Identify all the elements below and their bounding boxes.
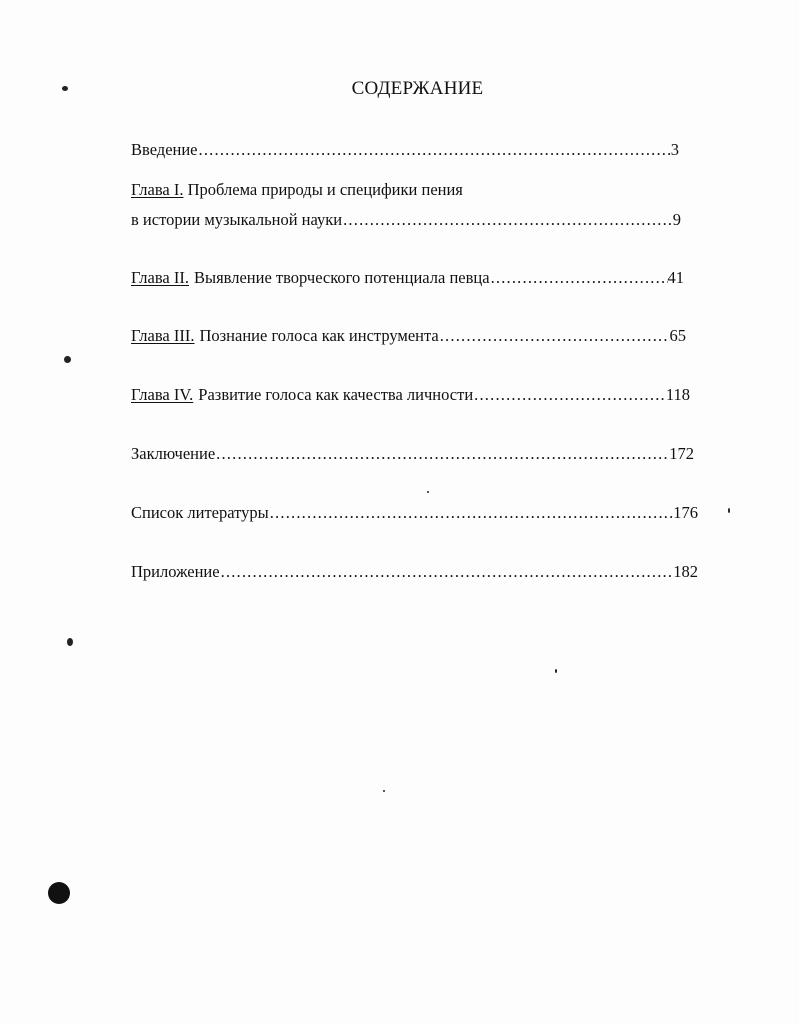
scan-speck [64, 356, 71, 363]
toc-entry-page: 176 [673, 503, 698, 522]
toc-entry-page: 3 [670, 140, 679, 159]
scan-speck [427, 491, 429, 493]
toc-leader-dots [490, 268, 668, 288]
toc-entry-chapter-3 [131, 326, 686, 346]
toc-entry-page: 118 [665, 385, 690, 404]
toc-entry-conclusion [131, 444, 694, 464]
toc-entry-page: 9 [672, 210, 681, 229]
toc-entry-appendix [131, 562, 698, 582]
scan-speck [555, 669, 557, 673]
toc-entry-chapter-1-line-2 [131, 210, 681, 230]
toc-entry-prefix: Глава III. [131, 326, 195, 345]
toc-leader-dots [473, 385, 666, 405]
toc-entry-chapter-2 [131, 268, 684, 288]
toc-entry-page: 172 [669, 444, 694, 463]
toc-entry-label: Заключение [131, 444, 216, 463]
toc-entry-prefix: Глава I. [131, 180, 184, 199]
toc-leader-dots [220, 562, 674, 582]
scan-speck [728, 508, 730, 513]
toc-entry-page: 41 [667, 268, 684, 287]
toc-leader-dots [342, 210, 673, 230]
scan-speck [62, 86, 68, 91]
toc-entry-introduction [131, 140, 679, 160]
toc-entry-bibliography [131, 503, 698, 523]
punch-hole [48, 882, 70, 904]
page-title: СОДЕРЖАНИЕ [351, 78, 484, 99]
toc-entry-label: Познание голоса как инструмента [199, 326, 439, 345]
toc-entry-label: Развитие голоса как качества личности [198, 385, 474, 404]
toc-entry-label: Приложение [131, 562, 220, 581]
toc-entry-chapter-4 [131, 385, 690, 405]
scan-speck [383, 790, 385, 792]
toc-entry-prefix: Глава IV. [131, 385, 194, 404]
toc-entry-page: 65 [669, 326, 686, 345]
toc-entry-prefix: Глава II. [131, 268, 189, 287]
toc-leader-dots [439, 326, 670, 346]
toc-entry-label: Выявление творческого потенциала певца [194, 268, 490, 287]
scan-speck [67, 638, 73, 646]
toc-leader-dots [198, 140, 671, 160]
toc-entry-label: Проблема природы и специфики пения [187, 180, 463, 199]
toc-entry-label: Список литературы [131, 503, 269, 522]
toc-leader-dots [269, 503, 674, 523]
toc-entry-page: 182 [673, 562, 698, 581]
toc-leader-dots [215, 444, 669, 464]
toc-entry-label-continued: в истории музыкальной науки [131, 210, 343, 229]
toc-entry-label: Введение [131, 140, 198, 159]
toc-entry-chapter-1-line-1 [131, 180, 463, 200]
